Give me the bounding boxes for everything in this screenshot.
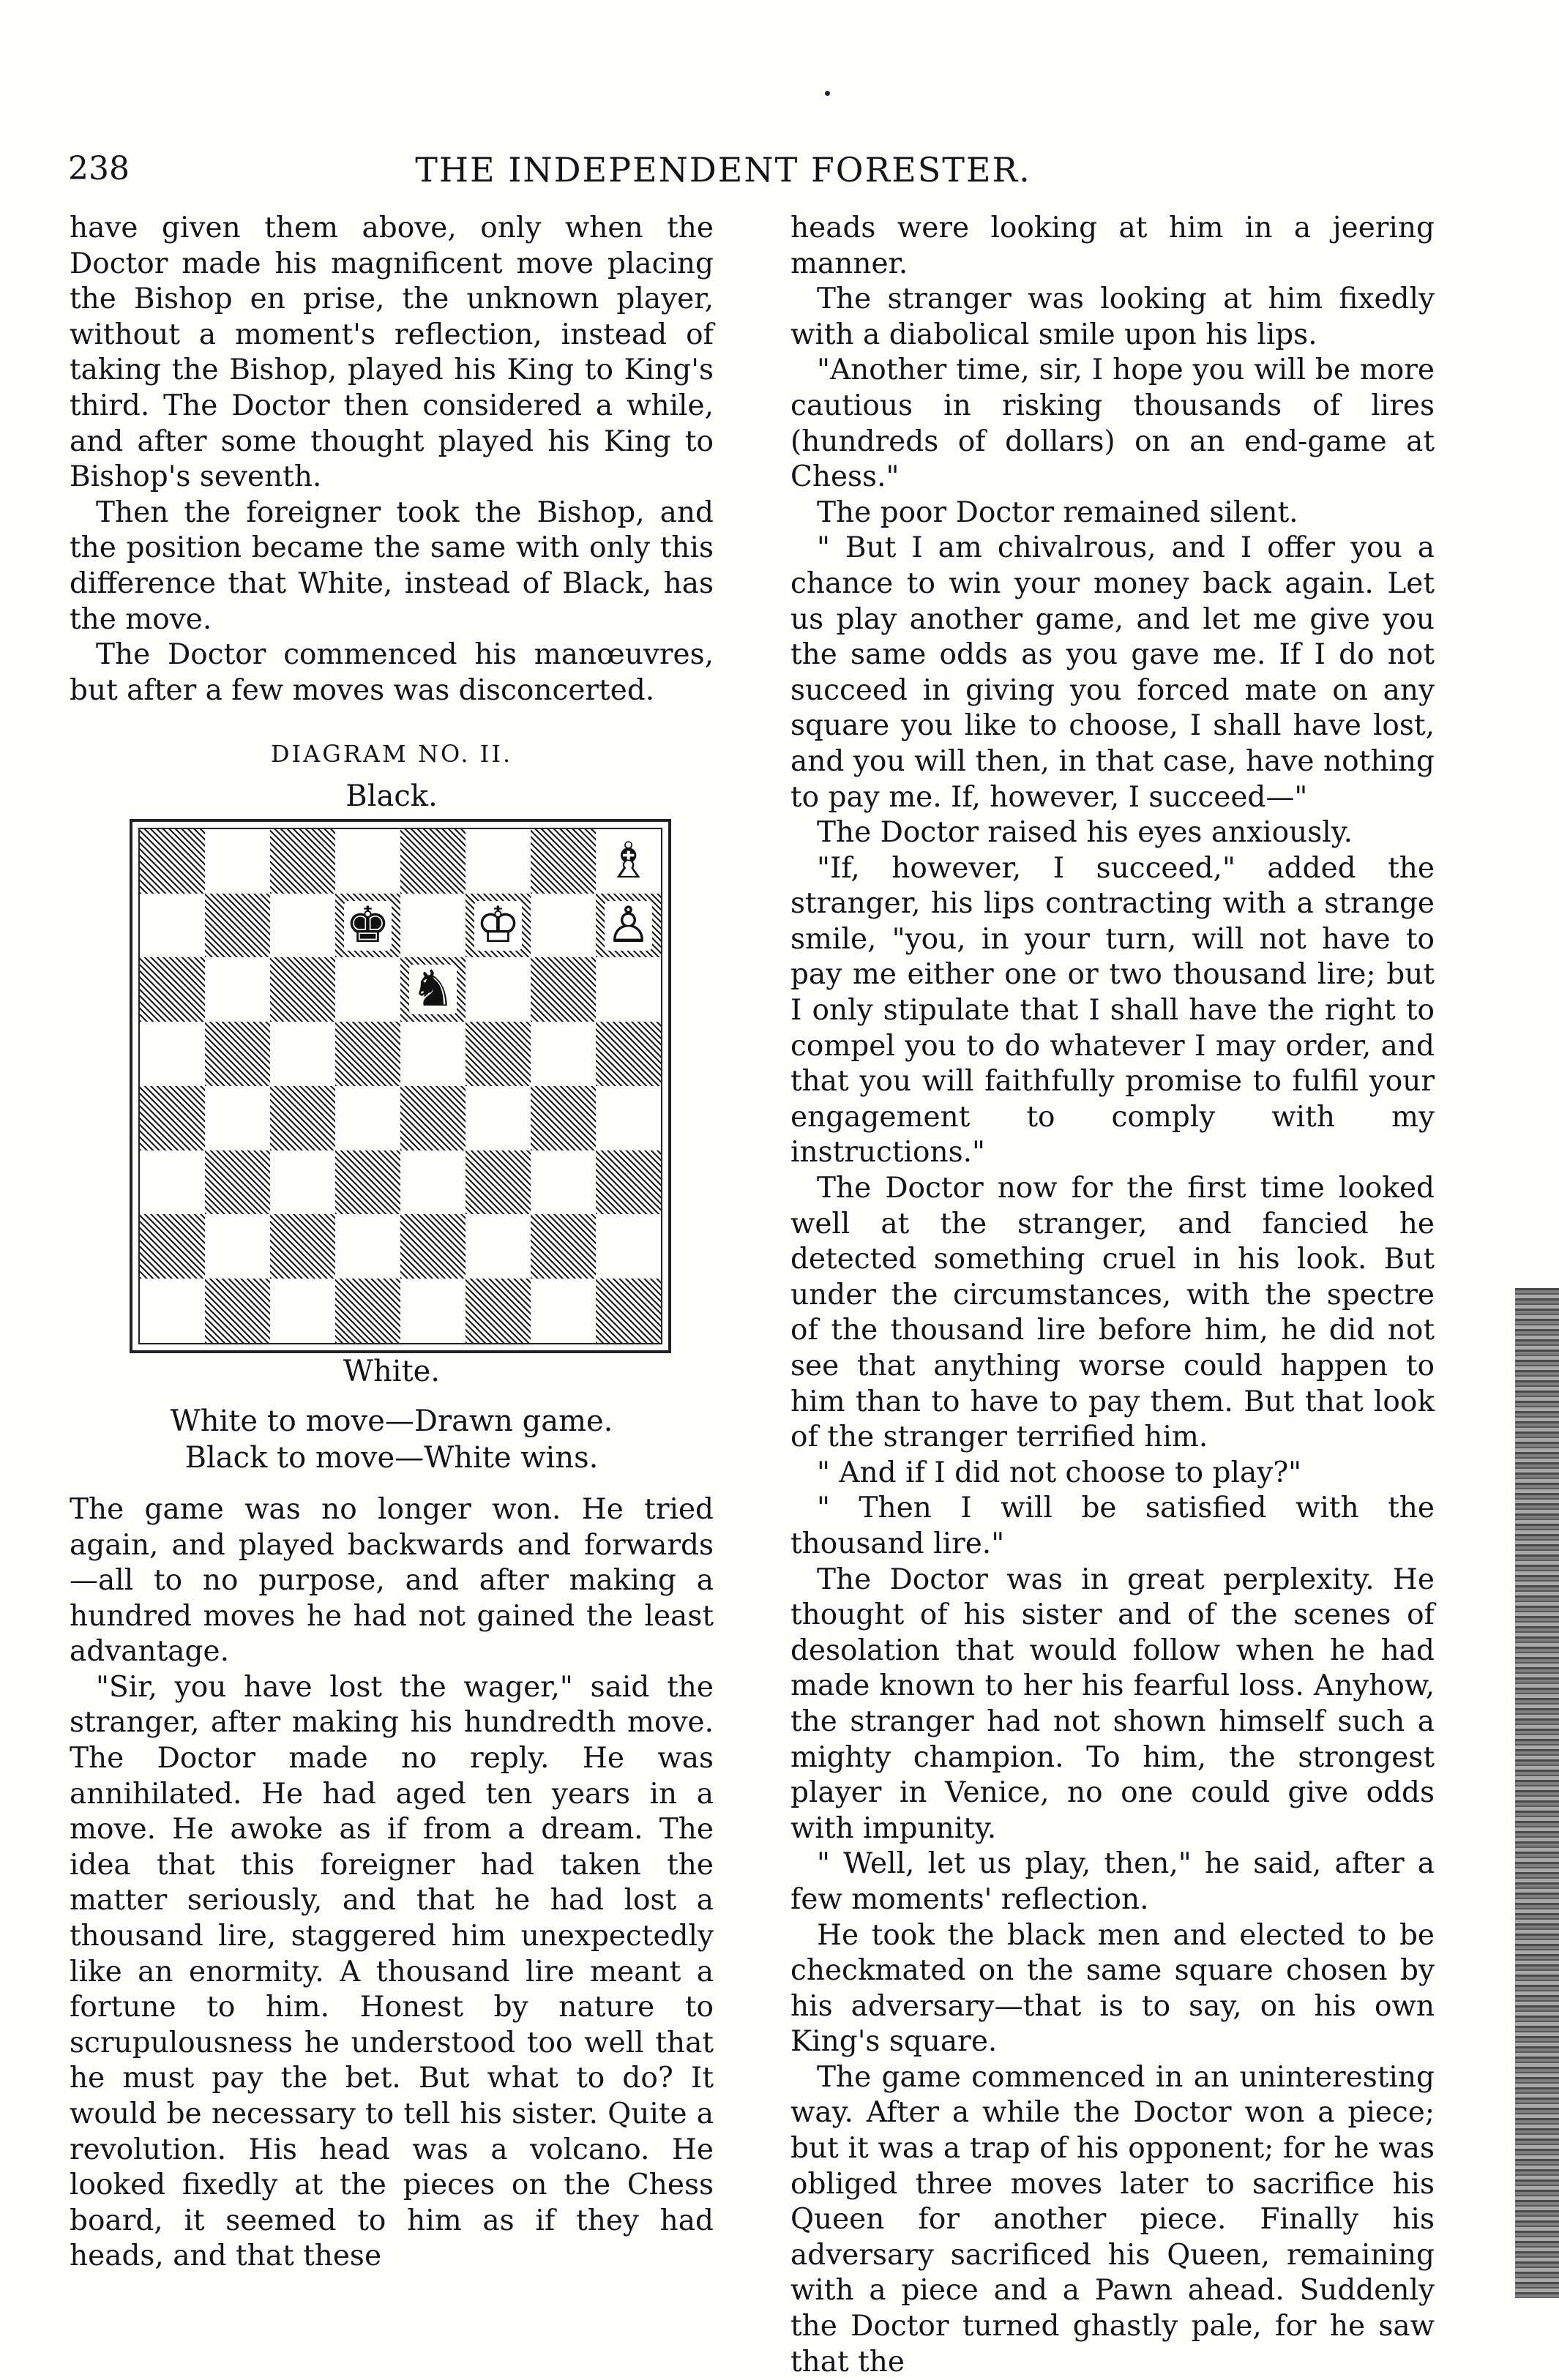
board-square-b5 [205,1022,270,1086]
board-square-f3 [466,1150,531,1215]
board-square-c7 [270,894,335,958]
board-square-d5 [335,1022,400,1086]
board-square-h1 [596,1279,661,1343]
board-square-a7 [140,894,205,958]
paragraph: "If, however, I succeed," added the stranger, his lips contracting with a strange smile, "you, in your turn, will not have to pay me either one or two thousand lire; but I only stipulate that I shall have the right to compel you to do whatever I may order, and that you will faithfully promise to fulfil your engagement to comply with my instructions." [790,851,1435,1170]
page-header [68,150,1378,194]
paragraph: " And if I did not choose to play?" [817,1456,1302,1489]
paragraph: The Doctor commenced his manœuvres, but after a few moves was disconcerted. [70,638,714,707]
ink-speck [825,91,830,96]
board-square-h4 [596,1086,661,1150]
board-square-e5 [400,1022,466,1086]
board-square-a8 [140,829,205,894]
chess-board [138,828,662,1344]
board-square-g7 [531,894,596,958]
board-square-f1 [466,1279,531,1343]
paragraph: The Doctor raised his eyes anxiously. [817,816,1353,850]
board-square-f8 [466,829,531,894]
paragraph: " But I am chivalrous, and I offer you a chance to win your money back again. Let us play another game, and let me give you the same odds as you gave me. If I do not succeed in giving you forced mate on any square you like to choose, I shall have lost, and you will then, in that case, have nothing to pay me. If, however, I succeed—" [790,531,1435,814]
paragraph: Then the foreigner took the Bishop, and the position became the same with only this difference that White, instead of Black, has the move. [70,495,714,636]
diagram-note: Black to move—White wins. [184,1440,599,1475]
diagram-notes [70,1403,714,1476]
chess-diagram [130,819,671,1353]
right-column [790,211,1435,2380]
board-square-c6 [270,957,335,1022]
diagram-caption: DIAGRAM NO. II. [270,740,513,768]
board-square-e1 [400,1279,466,1343]
board-square-d8 [335,829,400,894]
page-edge-scan-artifact [1515,1288,1559,2298]
board-square-c3 [270,1150,335,1215]
black-knight-icon: ♞ [411,960,455,1019]
paragraph: " Well, let us play, then," he said, after a few moments' reflection. [790,1847,1435,1916]
board-square-e6 [400,957,466,1022]
board-square-a3 [140,1150,205,1215]
paragraph: The game commenced in an uninteresting way. After a while the Doctor won a piece; but it was a trap of his opponent; for he was obliged three moves later to sacrifice his Queen for another piece. Finally his adversary sacrificed his Queen, remaining with a piece and a Pawn ahead. Suddenly the Doctor turned ghastly pale, for he saw that the [790,2060,1435,2379]
board-square-f4 [466,1086,531,1150]
board-square-e4 [400,1086,466,1150]
board-square-g2 [531,1214,596,1279]
board-square-b1 [205,1279,270,1343]
white-side-label: White. [343,1354,441,1388]
board-square-d4 [335,1086,400,1150]
board-square-g5 [531,1022,596,1086]
paragraph: The poor Doctor remained silent. [817,495,1298,529]
board-square-e2 [400,1214,466,1279]
board-square-a5 [140,1022,205,1086]
board-square-e7 [400,894,466,958]
paragraph: The Doctor was in great perplexity. He thought of his sister and of the scenes of desolation that would follow when he had made known to her his fearful loss. Anyhow, the stranger had not shown himself such a mighty champion. To him, the strongest player in Venice, no one could give odds with impunity. [790,1563,1435,1845]
board-square-d3 [335,1150,400,1215]
paragraph: The Doctor now for the first time looked well at the stranger, and fancied he detected something cruel in his look. But under the circumstances, with the spectre of the thousand lire before him, he did not see that anything worse could happen to him than to have to pay them. But that look of the stranger terrified him. [790,1172,1435,1454]
board-square-f2 [466,1214,531,1279]
board-square-d1 [335,1279,400,1343]
left-column [70,211,714,2275]
board-square-b6 [205,957,270,1022]
board-square-a4 [140,1086,205,1150]
paragraph: The game was no longer won. He tried again, and played backwards and forwards—all to no purpose, and after making a hundred moves he had not gained the least advantage. [70,1492,714,1669]
board-square-g3 [531,1150,596,1215]
page-number: 238 [68,150,130,187]
board-square-a1 [140,1279,205,1343]
black-king-icon: ♚ [345,896,390,954]
board-square-e3 [400,1150,466,1215]
board-square-g1 [531,1279,596,1343]
board-square-c2 [270,1214,335,1279]
board-square-d2 [335,1214,400,1279]
board-square-b4 [205,1086,270,1150]
paragraph: "Sir, you have lost the wager," said the stranger, after making his hundredth move. The Doctor made no reply. He was annihilated. He had aged ten years in a move. He awoke as if from a dream. The idea that this foreigner had taken the matter seriously, and that he had lost a thousand lire, staggered him unexpectedly like an enormity. A thousand lire meant a fortune to him. Honest by nature to scrupulousness he understood too well that he must pay the bet. But what to do? It would be necessary to tell his sister. Quite a revolution. His head was a volcano. He looked fixedly at the pieces on the Chess board, it seemed to him as if they had heads, and that these [70,1670,714,2273]
board-square-a2 [140,1214,205,1279]
diagram-note: White to move—Drawn game. [170,1404,613,1438]
running-title: THE INDEPENDENT FORESTER. [415,150,1031,190]
white-bishop-icon: ♗ [606,831,651,890]
board-square-h7 [596,894,661,958]
board-square-e8 [400,829,466,894]
board-square-b8 [205,829,270,894]
white-king-icon: ♔ [476,896,520,954]
board-square-g6 [531,957,596,1022]
paragraph: He took the black men and elected to be checkmated on the same square chosen by his adversary—that is to say, on his own King's square. [790,1918,1435,2059]
board-square-h5 [596,1022,661,1086]
board-square-g4 [531,1086,596,1150]
board-square-h6 [596,957,661,1022]
board-square-c1 [270,1279,335,1343]
board-square-c4 [270,1086,335,1150]
board-square-f6 [466,957,531,1022]
paragraph: " Then I will be satisfied with the thousand lire." [790,1492,1435,1560]
board-square-d6 [335,957,400,1022]
board-square-a6 [140,957,205,1022]
board-square-h2 [596,1214,661,1279]
board-square-f7 [466,894,531,958]
paragraph: heads were looking at him in a jeering manner. [790,212,1435,280]
white-pawn-icon: ♙ [606,896,651,954]
board-square-b3 [205,1150,270,1215]
board-square-f5 [466,1022,531,1086]
board-square-h8 [596,829,661,894]
board-square-d7 [335,894,400,958]
paragraph: The stranger was looking at him fixedly with a diabolical smile upon his lips. [790,282,1435,351]
paragraph: have given them above, only when the Doctor made his magnificent move placing the Bishop en prise, the unknown player, without a moment's reflection, instead of taking the Bishop, played his King to King's third. The Doctor then considered a while, and after some thought played his King to Bishop's seventh. [70,212,714,494]
black-side-label: Black. [345,779,438,813]
board-square-g8 [531,829,596,894]
board-square-c5 [270,1022,335,1086]
paragraph: "Another time, sir, I hope you will be more cautious in risking thousands of lires (hundreds of dollars) on an end-game at Chess." [790,353,1435,494]
board-square-h3 [596,1150,661,1215]
board-square-b7 [205,894,270,958]
board-square-c8 [270,829,335,894]
board-square-b2 [205,1214,270,1279]
